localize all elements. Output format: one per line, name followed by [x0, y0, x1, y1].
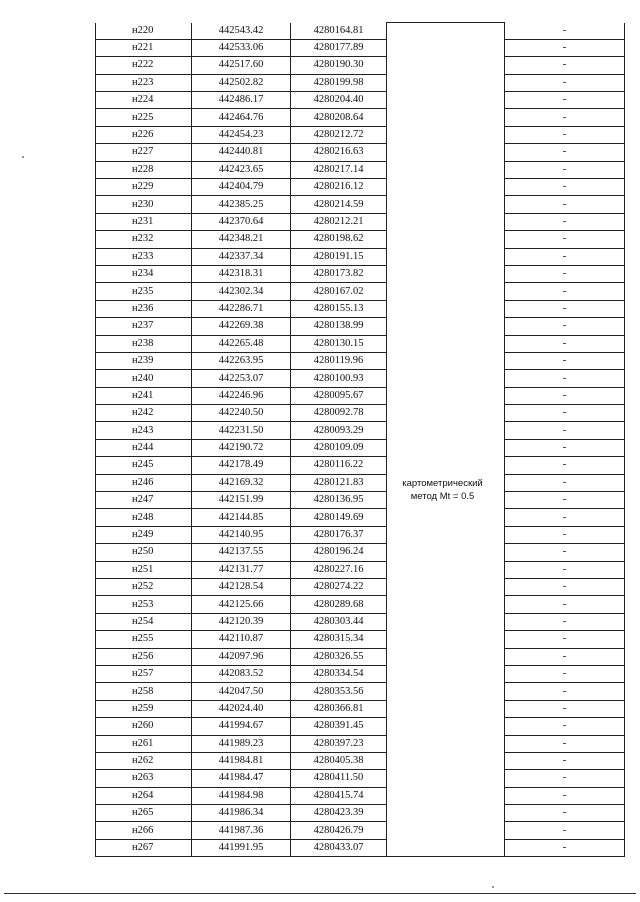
x-coordinate-cell: 441994.67 — [192, 718, 291, 735]
x-coordinate-cell: 442240.50 — [192, 405, 291, 422]
point-cell: н258 — [96, 683, 192, 700]
table-row — [96, 405, 625, 422]
method-cell — [387, 109, 505, 126]
point-cell: н257 — [96, 665, 192, 682]
x-coordinate-cell: 442083.52 — [192, 665, 291, 682]
table-row — [96, 648, 625, 665]
point-cell: н248 — [96, 509, 192, 526]
method-cell — [387, 352, 505, 369]
y-coordinate-cell: 4280116.22 — [291, 457, 387, 474]
x-coordinate-cell: 442337.34 — [192, 248, 291, 265]
x-coordinate-cell: 442246.96 — [192, 387, 291, 404]
method-cell — [387, 665, 505, 682]
point-cell: н244 — [96, 439, 192, 456]
y-coordinate-cell: 4280199.98 — [291, 74, 387, 91]
point-cell: н232 — [96, 231, 192, 248]
precision-cell: - — [505, 561, 625, 578]
table-row — [96, 839, 625, 856]
table-row — [96, 161, 625, 178]
table-row — [96, 144, 625, 161]
x-coordinate-cell: 442454.23 — [192, 126, 291, 143]
y-coordinate-cell: 4280155.13 — [291, 300, 387, 317]
precision-cell: - — [505, 161, 625, 178]
precision-cell: - — [505, 457, 625, 474]
method-cell — [387, 805, 505, 822]
table-row — [96, 805, 625, 822]
method-cell — [387, 839, 505, 856]
method-cell — [387, 526, 505, 543]
y-coordinate-cell: 4280415.74 — [291, 787, 387, 804]
y-coordinate-cell: 4280136.95 — [291, 492, 387, 509]
y-coordinate-cell: 4280177.89 — [291, 39, 387, 56]
precision-cell: - — [505, 613, 625, 630]
table-row — [96, 387, 625, 404]
precision-cell: - — [505, 387, 625, 404]
y-coordinate-cell: 4280326.55 — [291, 648, 387, 665]
table-row — [96, 735, 625, 752]
point-cell: н251 — [96, 561, 192, 578]
method-cell — [387, 179, 505, 196]
method-cell — [387, 735, 505, 752]
precision-cell: - — [505, 179, 625, 196]
point-cell: н252 — [96, 579, 192, 596]
y-coordinate-cell: 4280204.40 — [291, 92, 387, 109]
point-cell: н254 — [96, 613, 192, 630]
y-coordinate-cell: 4280353.56 — [291, 683, 387, 700]
precision-cell: - — [505, 805, 625, 822]
x-coordinate-cell: 442125.66 — [192, 596, 291, 613]
coordinate-table-body — [96, 23, 625, 857]
y-coordinate-cell: 4280397.23 — [291, 735, 387, 752]
x-coordinate-cell: 442265.48 — [192, 335, 291, 352]
point-cell: н231 — [96, 213, 192, 230]
table-row — [96, 213, 625, 230]
table-row — [96, 665, 625, 682]
y-coordinate-cell: 4280121.83 — [291, 474, 387, 491]
point-cell: н221 — [96, 39, 192, 56]
table-row — [96, 561, 625, 578]
precision-cell: - — [505, 23, 625, 40]
precision-cell: - — [505, 57, 625, 74]
y-coordinate-cell: 4280119.96 — [291, 352, 387, 369]
method-note-line1: картометрический — [402, 478, 483, 489]
precision-cell: - — [505, 74, 625, 91]
x-coordinate-cell: 442110.87 — [192, 631, 291, 648]
precision-cell: - — [505, 839, 625, 856]
y-coordinate-cell: 4280198.62 — [291, 231, 387, 248]
y-coordinate-cell: 4280426.79 — [291, 822, 387, 839]
precision-cell: - — [505, 631, 625, 648]
y-coordinate-cell: 4280167.02 — [291, 283, 387, 300]
precision-cell: - — [505, 422, 625, 439]
method-cell — [387, 787, 505, 804]
precision-cell: - — [505, 544, 625, 561]
x-coordinate-cell: 442486.17 — [192, 92, 291, 109]
table-row — [96, 492, 625, 509]
precision-cell: - — [505, 405, 625, 422]
point-cell: н237 — [96, 318, 192, 335]
y-coordinate-cell: 4280303.44 — [291, 613, 387, 630]
point-cell: н247 — [96, 492, 192, 509]
x-coordinate-cell: 442137.55 — [192, 544, 291, 561]
y-coordinate-cell: 4280176.37 — [291, 526, 387, 543]
table-row — [96, 109, 625, 126]
point-cell: н265 — [96, 805, 192, 822]
precision-cell: - — [505, 509, 625, 526]
table-row — [96, 335, 625, 352]
y-coordinate-cell: 4280227.16 — [291, 561, 387, 578]
table-row — [96, 265, 625, 282]
method-cell — [387, 631, 505, 648]
method-cell — [387, 387, 505, 404]
point-cell: н220 — [96, 23, 192, 40]
method-cell — [387, 213, 505, 230]
method-cell — [387, 405, 505, 422]
table-row — [96, 457, 625, 474]
table-row — [96, 631, 625, 648]
x-coordinate-cell: 442178.49 — [192, 457, 291, 474]
x-coordinate-cell: 442464.76 — [192, 109, 291, 126]
y-coordinate-cell: 4280092.78 — [291, 405, 387, 422]
precision-cell: - — [505, 787, 625, 804]
x-coordinate-cell: 442269.38 — [192, 318, 291, 335]
method-cell — [387, 457, 505, 474]
precision-cell: - — [505, 648, 625, 665]
table-row — [96, 318, 625, 335]
table-row — [96, 231, 625, 248]
coordinate-table-sheet — [95, 22, 620, 866]
x-coordinate-cell: 442543.42 — [192, 23, 291, 40]
x-coordinate-cell: 442131.77 — [192, 561, 291, 578]
table-row — [96, 718, 625, 735]
method-cell — [387, 300, 505, 317]
point-cell: н263 — [96, 770, 192, 787]
precision-cell: - — [505, 283, 625, 300]
precision-cell: - — [505, 596, 625, 613]
point-cell: н264 — [96, 787, 192, 804]
y-coordinate-cell: 4280411.50 — [291, 770, 387, 787]
x-coordinate-cell: 441984.81 — [192, 752, 291, 769]
table-row — [96, 57, 625, 74]
precision-cell: - — [505, 822, 625, 839]
y-coordinate-cell: 4280366.81 — [291, 700, 387, 717]
y-coordinate-cell: 4280423.39 — [291, 805, 387, 822]
precision-cell: - — [505, 579, 625, 596]
precision-cell: - — [505, 265, 625, 282]
x-coordinate-cell: 441989.23 — [192, 735, 291, 752]
precision-cell: - — [505, 248, 625, 265]
method-cell — [387, 752, 505, 769]
precision-cell: - — [505, 109, 625, 126]
precision-cell: - — [505, 735, 625, 752]
table-row — [96, 526, 625, 543]
precision-cell: - — [505, 439, 625, 456]
point-cell: н236 — [96, 300, 192, 317]
y-coordinate-cell: 4280130.15 — [291, 335, 387, 352]
y-coordinate-cell: 4280212.21 — [291, 213, 387, 230]
table-row — [96, 439, 625, 456]
y-coordinate-cell: 4280173.82 — [291, 265, 387, 282]
method-cell — [387, 718, 505, 735]
method-cell — [387, 57, 505, 74]
precision-cell: - — [505, 718, 625, 735]
point-cell: н250 — [96, 544, 192, 561]
y-coordinate-cell: 4280405.38 — [291, 752, 387, 769]
x-coordinate-cell: 441986.34 — [192, 805, 291, 822]
point-cell: н227 — [96, 144, 192, 161]
table-row — [96, 752, 625, 769]
point-cell: н239 — [96, 352, 192, 369]
point-cell: н249 — [96, 526, 192, 543]
precision-cell: - — [505, 126, 625, 143]
precision-cell: - — [505, 370, 625, 387]
page-bottom-rule — [4, 893, 636, 894]
precision-cell: - — [505, 683, 625, 700]
y-coordinate-cell: 4280217.14 — [291, 161, 387, 178]
precision-cell: - — [505, 526, 625, 543]
point-cell: н245 — [96, 457, 192, 474]
method-cell — [387, 700, 505, 717]
x-coordinate-cell: 442097.96 — [192, 648, 291, 665]
y-coordinate-cell: 4280093.29 — [291, 422, 387, 439]
method-cell — [387, 579, 505, 596]
y-coordinate-cell: 4280216.12 — [291, 179, 387, 196]
point-cell: н262 — [96, 752, 192, 769]
x-coordinate-cell: 442348.21 — [192, 231, 291, 248]
x-coordinate-cell: 442286.71 — [192, 300, 291, 317]
method-note — [384, 477, 501, 503]
x-coordinate-cell: 442231.50 — [192, 422, 291, 439]
method-cell — [387, 265, 505, 282]
point-cell: н235 — [96, 283, 192, 300]
x-coordinate-cell: 442151.99 — [192, 492, 291, 509]
precision-cell: - — [505, 752, 625, 769]
y-coordinate-cell: 4280191.15 — [291, 248, 387, 265]
precision-cell: - — [505, 300, 625, 317]
method-cell — [387, 613, 505, 630]
x-coordinate-cell: 442440.81 — [192, 144, 291, 161]
point-cell: н253 — [96, 596, 192, 613]
precision-cell: - — [505, 352, 625, 369]
x-coordinate-cell: 442128.54 — [192, 579, 291, 596]
scan-speck — [22, 156, 24, 158]
point-cell: н224 — [96, 92, 192, 109]
table-row — [96, 74, 625, 91]
point-cell: н229 — [96, 179, 192, 196]
point-cell: н225 — [96, 109, 192, 126]
y-coordinate-cell: 4280149.69 — [291, 509, 387, 526]
method-cell — [387, 74, 505, 91]
point-cell: н259 — [96, 700, 192, 717]
method-cell — [387, 39, 505, 56]
point-cell: н241 — [96, 387, 192, 404]
x-coordinate-cell: 442190.72 — [192, 439, 291, 456]
method-cell — [387, 161, 505, 178]
method-cell — [387, 318, 505, 335]
x-coordinate-cell: 441991.95 — [192, 839, 291, 856]
table-row — [96, 370, 625, 387]
x-coordinate-cell: 441984.98 — [192, 787, 291, 804]
x-coordinate-cell: 442502.82 — [192, 74, 291, 91]
method-note-line2: метод Mt = 0.5 — [410, 491, 475, 502]
y-coordinate-cell: 4280216.63 — [291, 144, 387, 161]
table-row — [96, 544, 625, 561]
table-row — [96, 422, 625, 439]
scan-speck — [492, 886, 494, 888]
table-row — [96, 196, 625, 213]
x-coordinate-cell: 442517.60 — [192, 57, 291, 74]
table-row — [96, 248, 625, 265]
precision-cell: - — [505, 92, 625, 109]
table-row — [96, 23, 625, 40]
method-cell — [387, 231, 505, 248]
y-coordinate-cell: 4280164.81 — [291, 23, 387, 40]
x-coordinate-cell: 442263.95 — [192, 352, 291, 369]
method-cell — [387, 23, 505, 40]
y-coordinate-cell: 4280334.54 — [291, 665, 387, 682]
x-coordinate-cell: 441984.47 — [192, 770, 291, 787]
precision-cell: - — [505, 665, 625, 682]
table-row — [96, 596, 625, 613]
precision-cell: - — [505, 213, 625, 230]
y-coordinate-cell: 4280433.07 — [291, 839, 387, 856]
table-row — [96, 179, 625, 196]
method-cell — [387, 439, 505, 456]
precision-cell: - — [505, 196, 625, 213]
precision-cell: - — [505, 700, 625, 717]
point-cell: н240 — [96, 370, 192, 387]
point-cell: н243 — [96, 422, 192, 439]
method-cell — [387, 335, 505, 352]
table-row — [96, 352, 625, 369]
method-cell — [387, 144, 505, 161]
precision-cell: - — [505, 39, 625, 56]
method-cell — [387, 509, 505, 526]
method-cell — [387, 283, 505, 300]
method-cell — [387, 370, 505, 387]
point-cell: н256 — [96, 648, 192, 665]
y-coordinate-cell: 4280315.34 — [291, 631, 387, 648]
coordinate-table — [95, 22, 625, 857]
method-cell — [387, 248, 505, 265]
x-coordinate-cell: 441987.36 — [192, 822, 291, 839]
point-cell: н246 — [96, 474, 192, 491]
table-row — [96, 613, 625, 630]
method-cell — [387, 683, 505, 700]
table-row — [96, 300, 625, 317]
x-coordinate-cell: 442370.64 — [192, 213, 291, 230]
point-cell: н267 — [96, 839, 192, 856]
table-row — [96, 126, 625, 143]
method-cell — [387, 770, 505, 787]
table-row — [96, 509, 625, 526]
precision-cell: - — [505, 144, 625, 161]
x-coordinate-cell: 442140.95 — [192, 526, 291, 543]
point-cell: н230 — [96, 196, 192, 213]
table-row — [96, 283, 625, 300]
point-cell: н233 — [96, 248, 192, 265]
y-coordinate-cell: 4280212.72 — [291, 126, 387, 143]
y-coordinate-cell: 4280138.99 — [291, 318, 387, 335]
method-cell — [387, 561, 505, 578]
x-coordinate-cell: 442144.85 — [192, 509, 291, 526]
precision-cell: - — [505, 335, 625, 352]
table-row — [96, 579, 625, 596]
point-cell: н260 — [96, 718, 192, 735]
x-coordinate-cell: 442318.31 — [192, 265, 291, 282]
x-coordinate-cell: 442533.06 — [192, 39, 291, 56]
precision-cell: - — [505, 492, 625, 509]
point-cell: н223 — [96, 74, 192, 91]
x-coordinate-cell: 442047.50 — [192, 683, 291, 700]
method-cell — [387, 544, 505, 561]
method-cell — [387, 422, 505, 439]
table-row — [96, 92, 625, 109]
point-cell: н255 — [96, 631, 192, 648]
method-cell — [387, 596, 505, 613]
table-row — [96, 770, 625, 787]
point-cell: н226 — [96, 126, 192, 143]
y-coordinate-cell: 4280214.59 — [291, 196, 387, 213]
y-coordinate-cell: 4280109.09 — [291, 439, 387, 456]
point-cell: н228 — [96, 161, 192, 178]
x-coordinate-cell: 442423.65 — [192, 161, 291, 178]
table-row — [96, 39, 625, 56]
point-cell: н266 — [96, 822, 192, 839]
precision-cell: - — [505, 318, 625, 335]
precision-cell: - — [505, 770, 625, 787]
x-coordinate-cell: 442024.40 — [192, 700, 291, 717]
method-cell — [387, 822, 505, 839]
method-cell — [387, 648, 505, 665]
y-coordinate-cell: 4280391.45 — [291, 718, 387, 735]
precision-cell: - — [505, 474, 625, 491]
point-cell: н238 — [96, 335, 192, 352]
point-cell: н261 — [96, 735, 192, 752]
method-cell — [387, 92, 505, 109]
x-coordinate-cell: 442169.32 — [192, 474, 291, 491]
point-cell: н234 — [96, 265, 192, 282]
point-cell: н222 — [96, 57, 192, 74]
x-coordinate-cell: 442404.79 — [192, 179, 291, 196]
x-coordinate-cell: 442302.34 — [192, 283, 291, 300]
x-coordinate-cell: 442120.39 — [192, 613, 291, 630]
method-cell — [387, 196, 505, 213]
x-coordinate-cell: 442385.25 — [192, 196, 291, 213]
y-coordinate-cell: 4280196.24 — [291, 544, 387, 561]
y-coordinate-cell: 4280100.93 — [291, 370, 387, 387]
y-coordinate-cell: 4280190.30 — [291, 57, 387, 74]
table-row — [96, 822, 625, 839]
y-coordinate-cell: 4280289.68 — [291, 596, 387, 613]
point-cell: н242 — [96, 405, 192, 422]
x-coordinate-cell: 442253.07 — [192, 370, 291, 387]
y-coordinate-cell: 4280274.22 — [291, 579, 387, 596]
table-row — [96, 474, 625, 491]
y-coordinate-cell: 4280095.67 — [291, 387, 387, 404]
method-cell — [387, 126, 505, 143]
table-row — [96, 700, 625, 717]
table-row — [96, 683, 625, 700]
table-row — [96, 787, 625, 804]
y-coordinate-cell: 4280208.64 — [291, 109, 387, 126]
precision-cell: - — [505, 231, 625, 248]
